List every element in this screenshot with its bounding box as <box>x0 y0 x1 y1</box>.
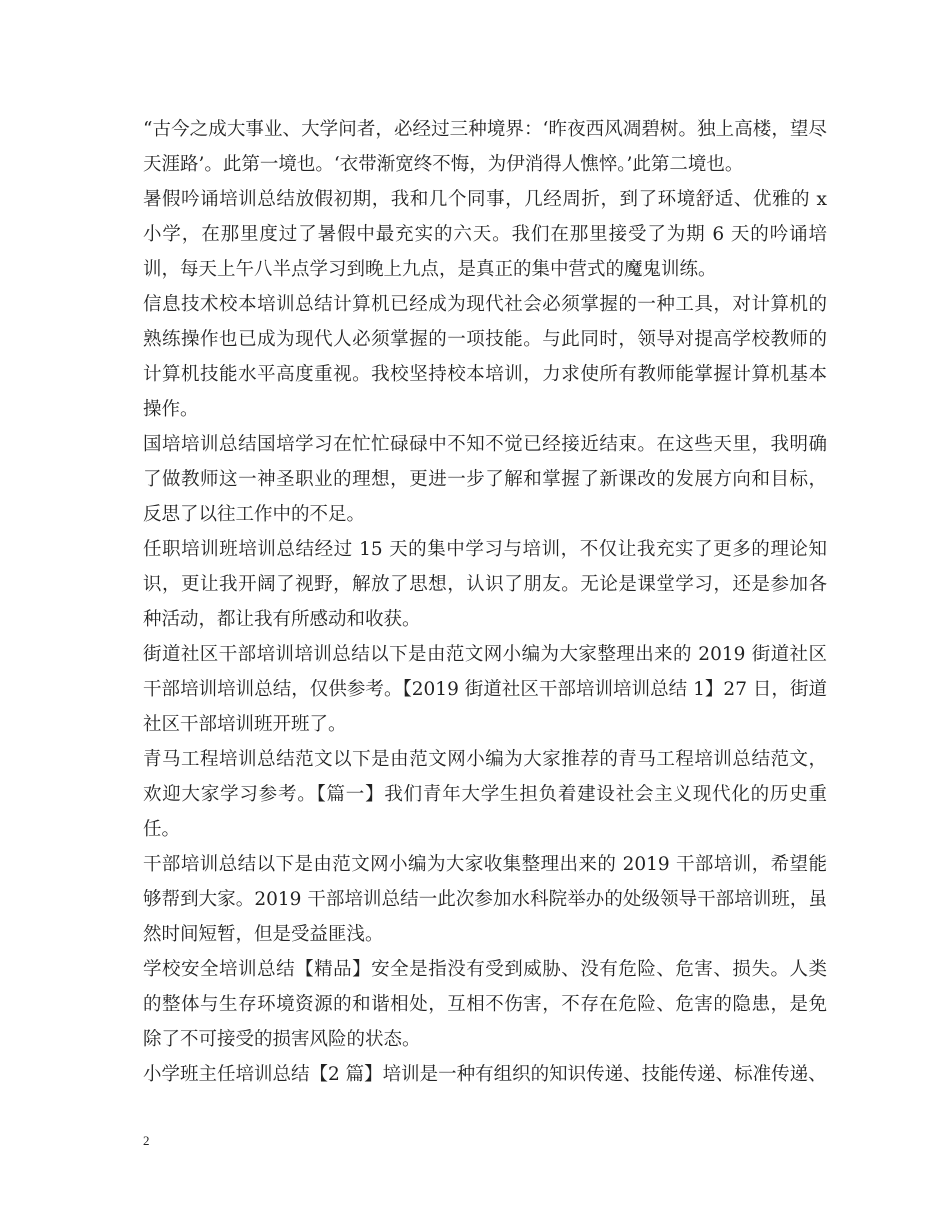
paragraph-8: 干部培训总结以下是由范文网小编为大家收集整理出来的 2019 干部培训，希望能够帮到大家。2019 干部培训总结一此次参加水科院举办的处级领导干部培训班，虽然时间短暂，但是受益匪浅。 <box>143 854 827 945</box>
document-body <box>143 112 827 1092</box>
paragraph-5: 任职培训班培训总结经过 15 天的集中学习与培训，不仅让我充实了更多的理论知识，更让我开阔了视野，解放了思想，认识了朋友。无论是课堂学习，还是参加各种活动，都让我有所感动和收获。 <box>143 539 827 630</box>
paragraph-6: 街道社区干部培训培训总结以下是由范文网小编为大家整理出来的 2019 街道社区干部培训培训总结，仅供参考。【2019 街道社区干部培训培训总结 1】27 日，街道社区干部培训班开班了。 <box>143 644 827 735</box>
paragraph-9: 学校安全培训总结【精品】安全是指没有受到威胁、没有危险、危害、损失。人类的整体与生存环境资源的和谐相处，互相不伤害，不存在危险、危害的隐患，是免除了不可接受的损害风险的状态。 <box>143 959 827 1050</box>
paragraph-4: 国培培训总结国培学习在忙忙碌碌中不知不觉已经接近结束。在这些天里，我明确了做教师这一神圣职业的理想，更进一步了解和掌握了新课改的发展方向和目标，反思了以往工作中的不足。 <box>143 434 827 525</box>
paragraph-10: 小学班主任培训总结【2 篇】培训是一种有组织的知识传递、技能传递、标准传递、 <box>143 1064 827 1085</box>
paragraph-3: 信息技术校本培训总结计算机已经成为现代社会必须掌握的一种工具，对计算机的熟练操作也已成为现代人必须掌握的一项技能。与此同时，领导对提高学校教师的计算机技能水平高度重视。我校坚持校本培训，力求使所有教师能掌握计算机基本操作。 <box>143 294 827 420</box>
paragraph-2: 暑假吟诵培训总结放假初期，我和几个同事，几经周折，到了环境舒适、优雅的 x 小学，在那里度过了暑假中最充实的六天。我们在那里接受了为期 6 天的吟诵培训，每天上午八半点学习到晚上九点，是真正的集中营式的魔鬼训练。 <box>143 189 827 280</box>
paragraph-1: “古今之成大事业、大学问者，必经过三种境界：‘昨夜西风凋碧树。独上高楼，望尽天涯路’。此第一境也。‘衣带渐宽终不悔，为伊消得人憔悴。’此第二境也。 <box>143 119 827 175</box>
page-number: 2 <box>143 1133 150 1148</box>
paragraph-7: 青马工程培训总结范文以下是由范文网小编为大家推荐的青马工程培训总结范文，欢迎大家学习参考。【篇一】我们青年大学生担负着建设社会主义现代化的历史重任。 <box>143 749 827 840</box>
